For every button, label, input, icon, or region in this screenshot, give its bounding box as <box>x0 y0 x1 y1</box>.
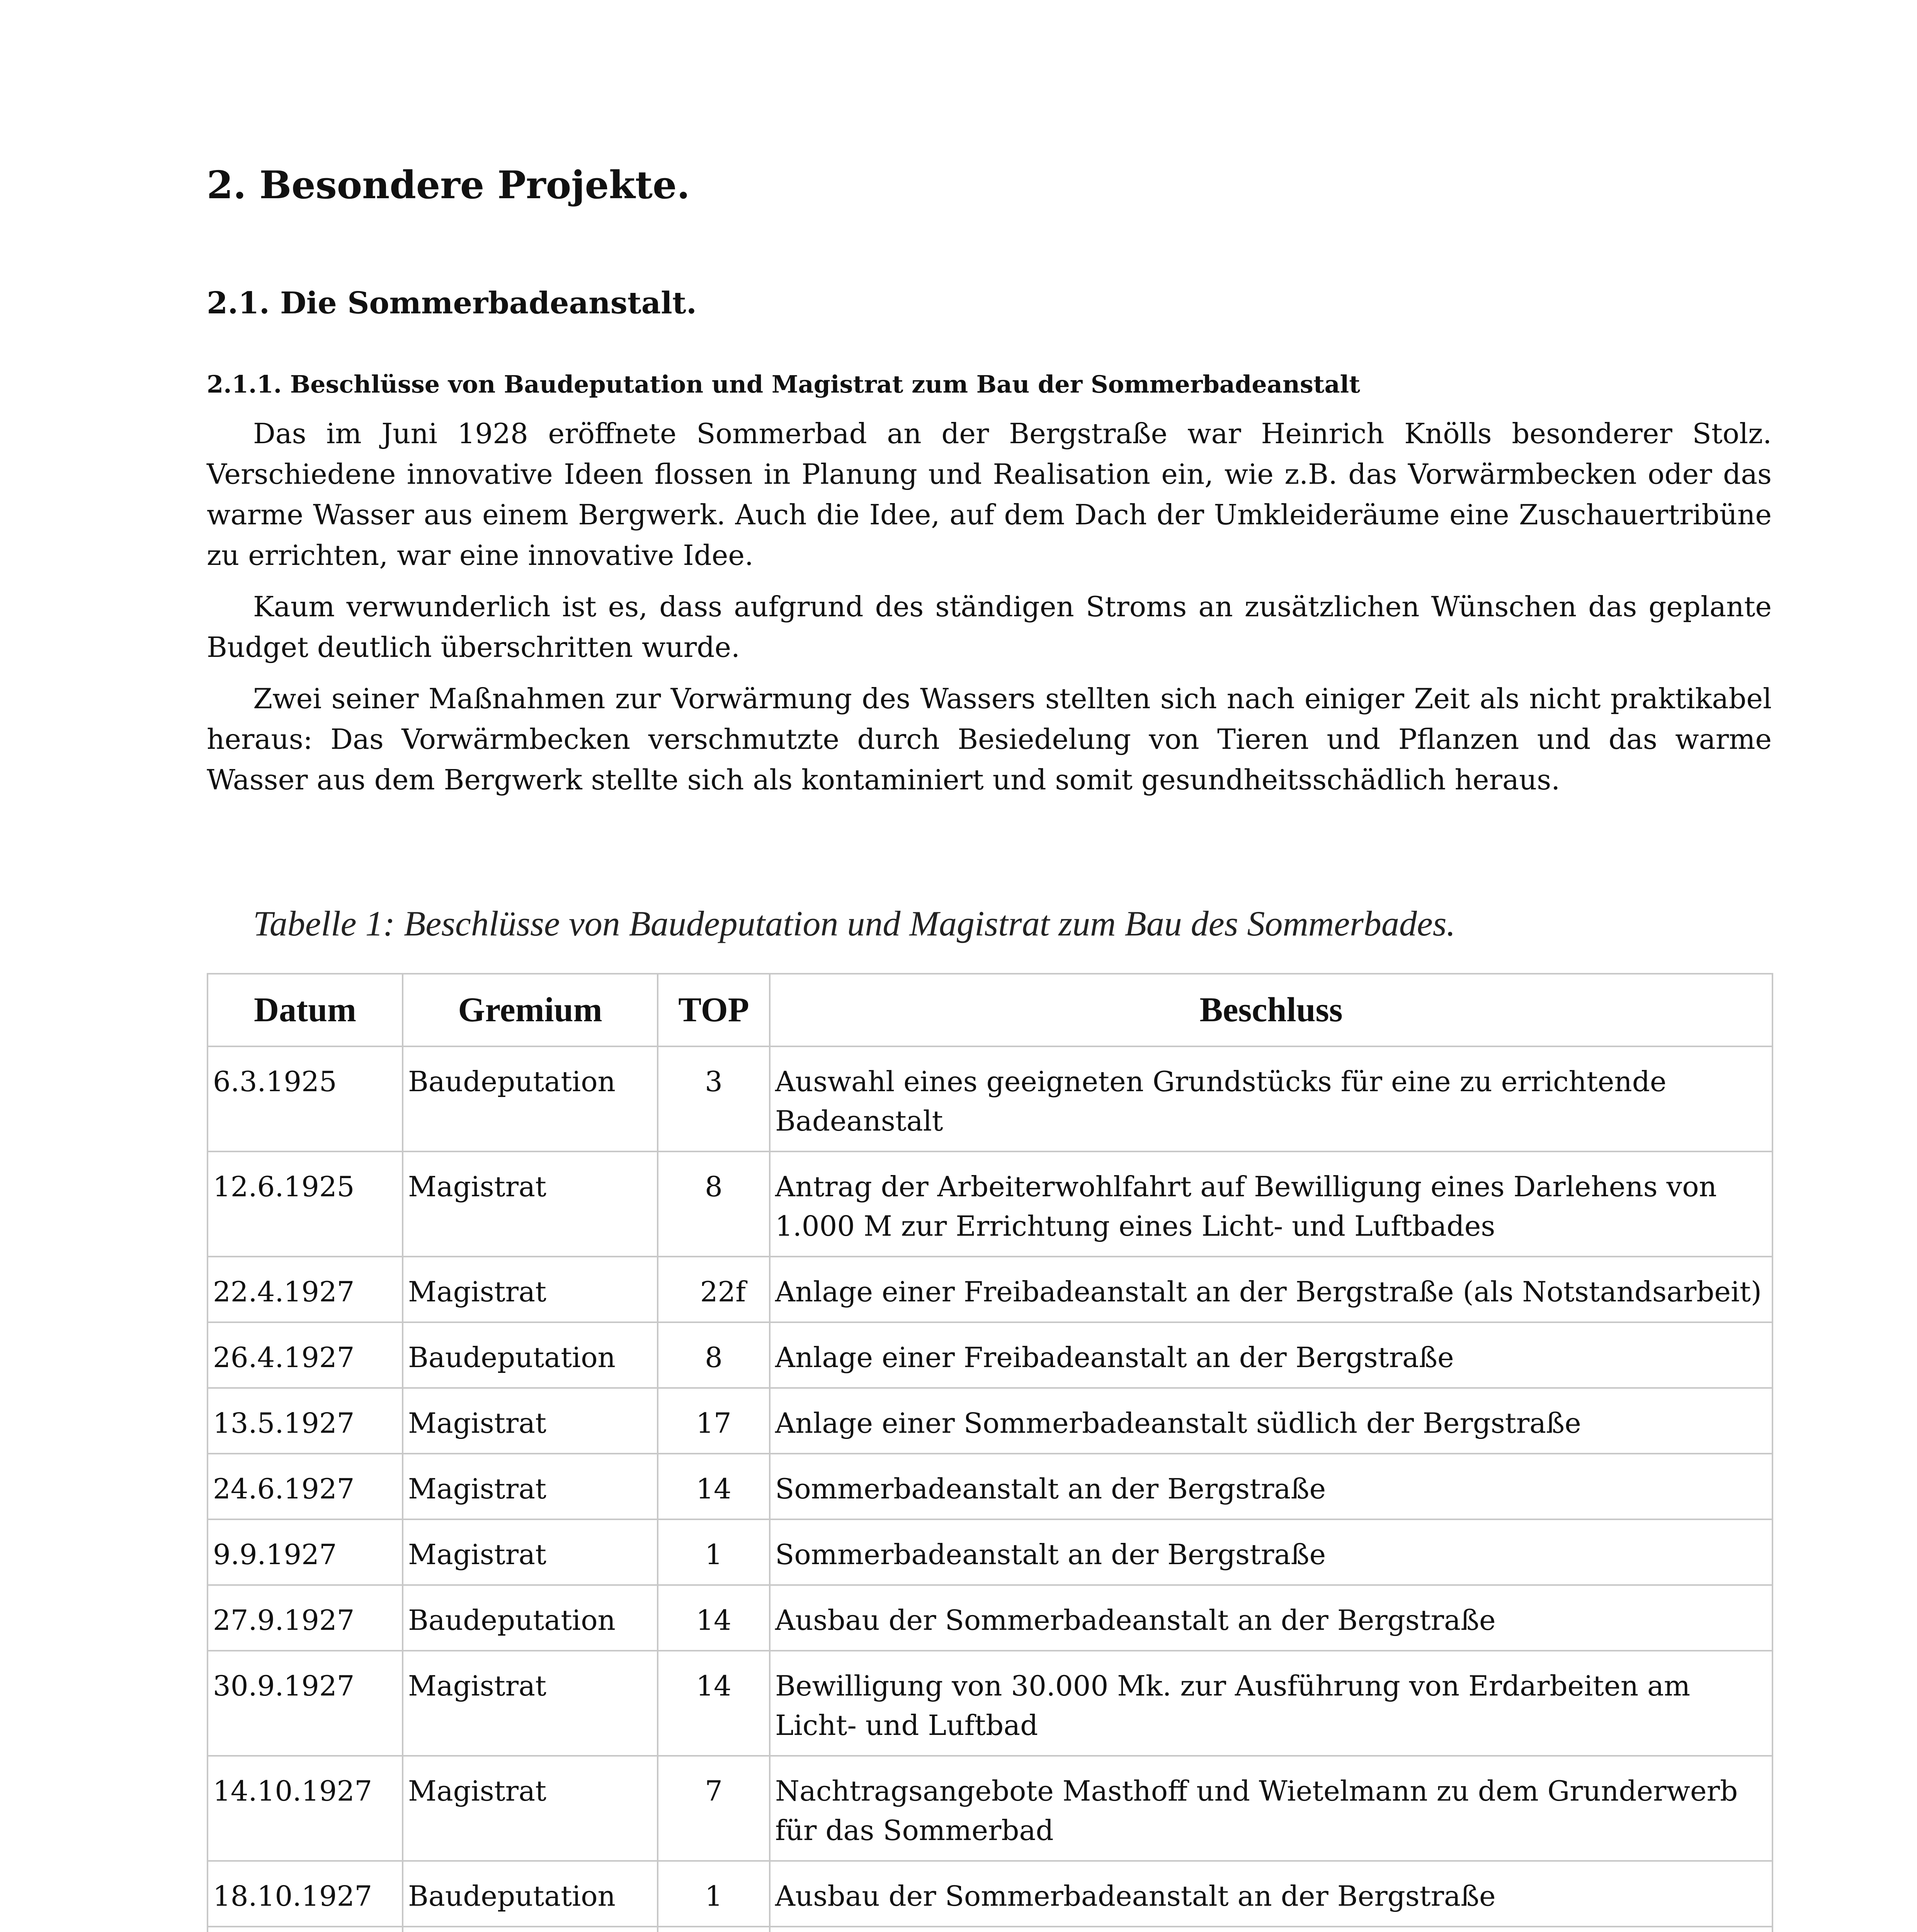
date-cell: 9.9.1927 <box>208 1519 403 1585</box>
agenda-item-cell: 14 <box>658 1454 770 1519</box>
table-header-row <box>208 974 1772 1046</box>
column-header-datum: Datum <box>208 974 403 1046</box>
document-page <box>207 0 1772 1932</box>
date-cell: 14.10.1927 <box>208 1756 403 1861</box>
agenda-item-cell: 14 <box>658 1585 770 1651</box>
committee-cell <box>403 1927 658 1932</box>
table-row <box>208 1322 1772 1388</box>
section-heading: 2.1. Die Sommerbadeanstalt. <box>207 286 697 321</box>
agenda-item-cell: 22f <box>658 1257 770 1322</box>
committee-cell: Magistrat <box>403 1519 658 1585</box>
table-body <box>208 1046 1772 1932</box>
decision-cell: Sommerbadeanstalt an der Bergstraße <box>770 1454 1772 1519</box>
date-cell: 27.9.1927 <box>208 1585 403 1651</box>
decision-cell: Antrag der Arbeiterwohlfahrt auf Bewilligung eines Darlehens von 1.000 M zur Errichtung eines Licht- und Luftbades <box>770 1151 1772 1257</box>
table-row <box>208 1927 1772 1932</box>
chapter-heading: 2. Besondere Projekte. <box>207 163 690 207</box>
agenda-item-cell: 17 <box>658 1388 770 1454</box>
agenda-item-cell: 3 <box>658 1046 770 1151</box>
date-cell: 6.3.1925 <box>208 1046 403 1151</box>
decision-cell: Anlage einer Freibadeanstalt an der Bergstraße <box>770 1322 1772 1388</box>
table-row <box>208 1519 1772 1585</box>
date-cell: 18.10.1927 <box>208 1861 403 1927</box>
decision-cell: Anlage einer Freibadeanstalt an der Bergstraße (als Notstandsarbeit) <box>770 1257 1772 1322</box>
agenda-item-cell: 14 <box>658 1651 770 1756</box>
committee-cell: Baudeputation <box>403 1585 658 1651</box>
agenda-item-cell <box>658 1927 770 1932</box>
table-row <box>208 1046 1772 1151</box>
column-header-beschluss: Beschluss <box>770 974 1772 1046</box>
committee-cell: Magistrat <box>403 1151 658 1257</box>
committee-cell: Magistrat <box>403 1388 658 1454</box>
paragraph: Zwei seiner Maßnahmen zur Vorwärmung des Wassers stellten sich nach einiger Zeit als nicht praktikabel heraus: Das Vorwärmbecken verschmutzte durch Besiedelung von Tieren und Pflanzen und das warme Wasser aus dem Bergwerk stellte sich als kontaminiert und somit gesundheitsschädlich heraus. <box>207 682 1772 796</box>
table-row <box>208 1257 1772 1322</box>
date-cell: 30.9.1927 <box>208 1651 403 1756</box>
paragraph: Kaum verwunderlich ist es, dass aufgrund des ständigen Stroms an zusätzlichen Wünschen das geplante Budget deutlich überschritten wurde. <box>207 590 1772 663</box>
table-row <box>208 1861 1772 1927</box>
date-cell: 13.5.1927 <box>208 1388 403 1454</box>
agenda-item-cell: 8 <box>658 1322 770 1388</box>
table-row <box>208 1151 1772 1257</box>
column-header-gremium: Gremium <box>403 974 658 1046</box>
agenda-item-cell: 1 <box>658 1861 770 1927</box>
committee-cell: Magistrat <box>403 1454 658 1519</box>
committee-cell: Baudeputation <box>403 1046 658 1151</box>
decision-cell: Ausbau der Sommerbadeanstalt an der Bergstraße <box>770 1585 1772 1651</box>
decision-cell: Bewilligung von 30.000 Mk. zur Ausführung von Erdarbeiten am Licht- und Luftbad <box>770 1651 1772 1756</box>
table-row <box>208 1454 1772 1519</box>
decision-cell <box>770 1927 1772 1932</box>
table-caption: Tabelle 1: Beschlüsse von Baudeputation und Magistrat zum Bau des Sommerbades. <box>253 904 1456 943</box>
decision-cell: Ausbau der Sommerbadeanstalt an der Bergstraße <box>770 1861 1772 1927</box>
decision-cell: Nachtragsangebote Masthoff und Wietelmann zu dem Grunderwerb für das Sommerbad <box>770 1756 1772 1861</box>
decisions-table <box>207 973 1773 1932</box>
agenda-item-cell: 8 <box>658 1151 770 1257</box>
agenda-item-cell: 7 <box>658 1756 770 1861</box>
table-row <box>208 1585 1772 1651</box>
paragraph: Das im Juni 1928 eröffnete Sommerbad an der Bergstraße war Heinrich Knölls besonderer Stolz. Verschiedene innovative Ideen flossen in Planung und Realisation ein, wie z.B. das Vorwärmbecken oder das warme Wasser aus einem Bergwerk. Auch die Idee, auf dem Dach der Umkleideräume eine Zuschauertribüne zu errichten, war eine innovative Idee. <box>207 417 1772 571</box>
committee-cell: Baudeputation <box>403 1322 658 1388</box>
table-row <box>208 1388 1772 1454</box>
table-row <box>208 1756 1772 1861</box>
column-header-top: TOP <box>658 974 770 1046</box>
date-cell: 22.4.1927 <box>208 1257 403 1322</box>
subsection-heading: 2.1.1. Beschlüsse von Baudeputation und Magistrat zum Bau der Sommerbadeanstalt <box>207 370 1360 398</box>
date-cell <box>208 1927 403 1932</box>
committee-cell: Magistrat <box>403 1651 658 1756</box>
decision-cell: Auswahl eines geeigneten Grundstücks für eine zu errichtende Badeanstalt <box>770 1046 1772 1151</box>
committee-cell: Magistrat <box>403 1756 658 1861</box>
date-cell: 24.6.1927 <box>208 1454 403 1519</box>
committee-cell: Baudeputation <box>403 1861 658 1927</box>
agenda-item-cell: 1 <box>658 1519 770 1585</box>
committee-cell: Magistrat <box>403 1257 658 1322</box>
date-cell: 12.6.1925 <box>208 1151 403 1257</box>
body-text <box>207 413 1772 811</box>
date-cell: 26.4.1927 <box>208 1322 403 1388</box>
decision-cell: Sommerbadeanstalt an der Bergstraße <box>770 1519 1772 1585</box>
decision-cell: Anlage einer Sommerbadeanstalt südlich der Bergstraße <box>770 1388 1772 1454</box>
table-row <box>208 1651 1772 1756</box>
